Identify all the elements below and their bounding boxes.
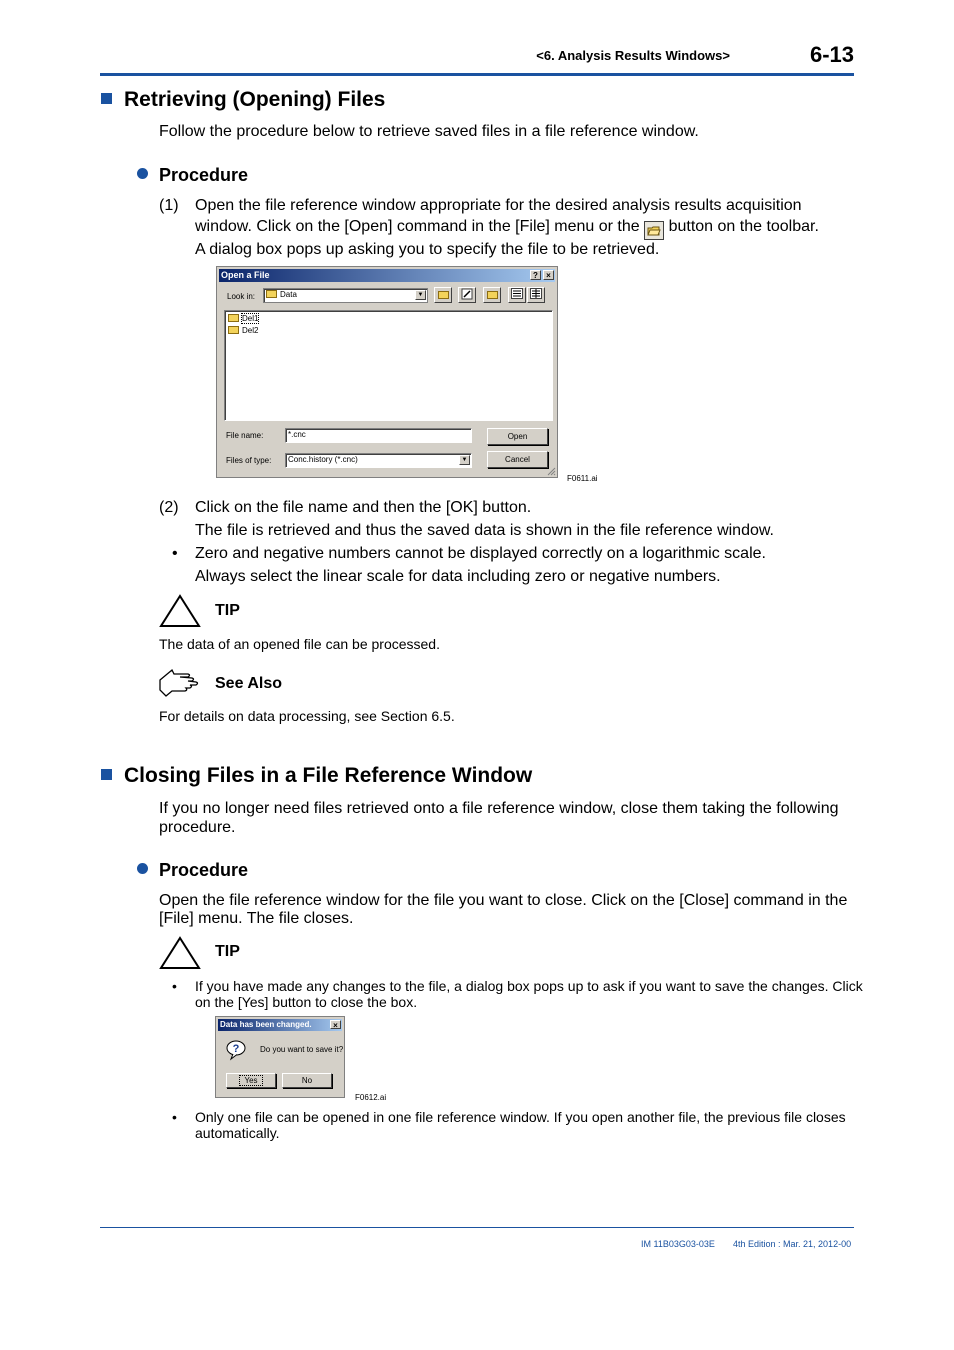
procedure-line1: Open the file reference window for the file you want to close. Click on the [Close] command in the bbox=[159, 892, 848, 909]
pointing-hand-icon bbox=[158, 668, 202, 698]
page-number: 6-13 bbox=[810, 42, 855, 67]
data-changed-dialog bbox=[215, 1016, 345, 1098]
tip2-bullet1-line1: If you have made any changes to the file, a dialog box pops up to ask if you want to save the changes. Click bbox=[195, 978, 863, 994]
header-rule bbox=[100, 73, 854, 76]
folder-icon bbox=[228, 326, 239, 334]
dialog-titlebar: Open a File ? × bbox=[219, 269, 555, 282]
square-bullet-icon bbox=[101, 769, 112, 780]
list-view-button[interactable] bbox=[508, 287, 526, 303]
section2-intro-line2: procedure. bbox=[159, 819, 236, 836]
details-view-icon bbox=[530, 288, 542, 299]
figure2-caption: F0612.ai bbox=[355, 1093, 387, 1102]
figure1-caption: F0611.ai bbox=[567, 474, 598, 483]
header-section-title: <6. Analysis Results Windows> bbox=[536, 48, 730, 63]
square-bullet-icon bbox=[101, 93, 112, 104]
section-heading-closing: Closing Files in a File Reference Window bbox=[101, 764, 532, 788]
details-view-button[interactable] bbox=[527, 287, 545, 303]
chevron-down-icon[interactable]: ▼ bbox=[459, 455, 470, 465]
chevron-down-icon[interactable]: ▼ bbox=[415, 290, 426, 300]
step1-line2: window. Click on the [Open] command in the [File] menu or the button on the toolbar. bbox=[195, 217, 819, 240]
up-folder-icon bbox=[438, 291, 449, 299]
look-in-label: Look in: bbox=[227, 292, 256, 301]
tip-triangle-icon bbox=[159, 594, 201, 628]
tip-triangle-icon bbox=[159, 936, 201, 970]
bullet-glyph: • bbox=[172, 978, 177, 994]
footer-doc-id: IM 11B03G03-03E bbox=[641, 1239, 715, 1249]
footer-edition: 4th Edition : Mar. 21, 2012-00 bbox=[733, 1239, 852, 1249]
bullet-glyph: • bbox=[172, 545, 178, 562]
filetype-dropdown[interactable]: Conc.history (*.cnc) ▼ bbox=[285, 453, 472, 468]
open-file-dialog bbox=[216, 266, 558, 478]
no-button[interactable]: No bbox=[282, 1073, 332, 1088]
see-also-text: For details on data processing, see Section 6.5. bbox=[159, 708, 455, 724]
close-button[interactable]: × bbox=[543, 270, 554, 280]
step2-line2: The file is retrieved and thus the saved data is shown in the file reference window. bbox=[195, 522, 774, 539]
tip2-bullet2-line1: Only one file can be opened in one file reference window. If you open another file, the previous file closes bbox=[195, 1109, 846, 1125]
round-bullet-icon bbox=[137, 168, 148, 179]
step2-line1: Click on the file name and then the [OK] button. bbox=[195, 499, 532, 516]
desktop-button[interactable] bbox=[458, 287, 476, 303]
open-folder-icon bbox=[644, 221, 664, 240]
file-list[interactable] bbox=[224, 310, 553, 421]
bullet-line2: Always select the linear scale for data including zero or negative numbers. bbox=[195, 568, 721, 585]
list-item[interactable]: Del1 bbox=[228, 313, 258, 324]
tip-text-1: The data of an opened file can be processed. bbox=[159, 636, 440, 652]
new-folder-icon bbox=[487, 291, 498, 299]
look-in-dropdown[interactable]: Data ▼ bbox=[263, 288, 428, 303]
bullet-glyph: • bbox=[172, 1109, 177, 1125]
filetype-label: Files of type: bbox=[226, 456, 272, 465]
step1-line3: A dialog box pops up asking you to specify the file to be retrieved. bbox=[195, 241, 660, 258]
step2-number: (2) bbox=[159, 499, 179, 516]
section1-intro: Follow the procedure below to retrieve saved files in a file reference window. bbox=[159, 123, 699, 140]
round-bullet-icon bbox=[137, 863, 148, 874]
section-heading-retrieving: Retrieving (Opening) Files bbox=[101, 88, 385, 112]
see-also-label: See Also bbox=[215, 675, 282, 692]
tip2-bullet1-line2: on the [Yes] button to close the box. bbox=[195, 994, 418, 1010]
bullet-line1: Zero and negative numbers cannot be displayed correctly on a logarithmic scale. bbox=[195, 545, 766, 562]
procedure-heading-1: Procedure bbox=[137, 165, 248, 186]
help-button[interactable]: ? bbox=[530, 270, 541, 280]
cancel-button[interactable]: Cancel bbox=[487, 451, 548, 468]
question-glyph: ? bbox=[232, 1043, 240, 1055]
footer-rule bbox=[100, 1227, 854, 1228]
tip-label-1: TIP bbox=[215, 602, 240, 619]
procedure-heading-2: Procedure bbox=[137, 860, 248, 881]
folder-icon bbox=[266, 290, 277, 298]
question-icon bbox=[225, 1039, 247, 1061]
new-folder-button[interactable] bbox=[483, 287, 501, 303]
open-button[interactable]: Open bbox=[487, 428, 548, 445]
up-one-level-button[interactable] bbox=[434, 287, 452, 303]
procedure-line2: [File] menu. The file closes. bbox=[159, 910, 354, 927]
close-button[interactable]: × bbox=[330, 1020, 341, 1029]
step1-line1: Open the file reference window appropriate for the desired analysis results acquisition bbox=[195, 197, 802, 214]
dialog-message: Do you want to save it? bbox=[260, 1045, 344, 1054]
folder-icon bbox=[228, 314, 239, 322]
yes-button[interactable]: Yes bbox=[226, 1073, 276, 1088]
resize-grip-icon[interactable] bbox=[547, 467, 556, 476]
list-view-icon bbox=[511, 288, 523, 299]
filename-input[interactable]: *.cnc bbox=[285, 428, 472, 443]
tip2-bullet2-line2: automatically. bbox=[195, 1125, 280, 1141]
list-item[interactable]: Del2 bbox=[228, 325, 258, 336]
section2-intro-line1: If you no longer need files retrieved onto a file reference window, close them taking the following bbox=[159, 800, 839, 817]
step1-number: (1) bbox=[159, 197, 179, 214]
filename-label: File name: bbox=[226, 431, 264, 440]
edit-icon bbox=[461, 288, 473, 300]
tip-label-2: TIP bbox=[215, 943, 240, 960]
dialog-titlebar: Data has been changed. × bbox=[218, 1019, 342, 1031]
